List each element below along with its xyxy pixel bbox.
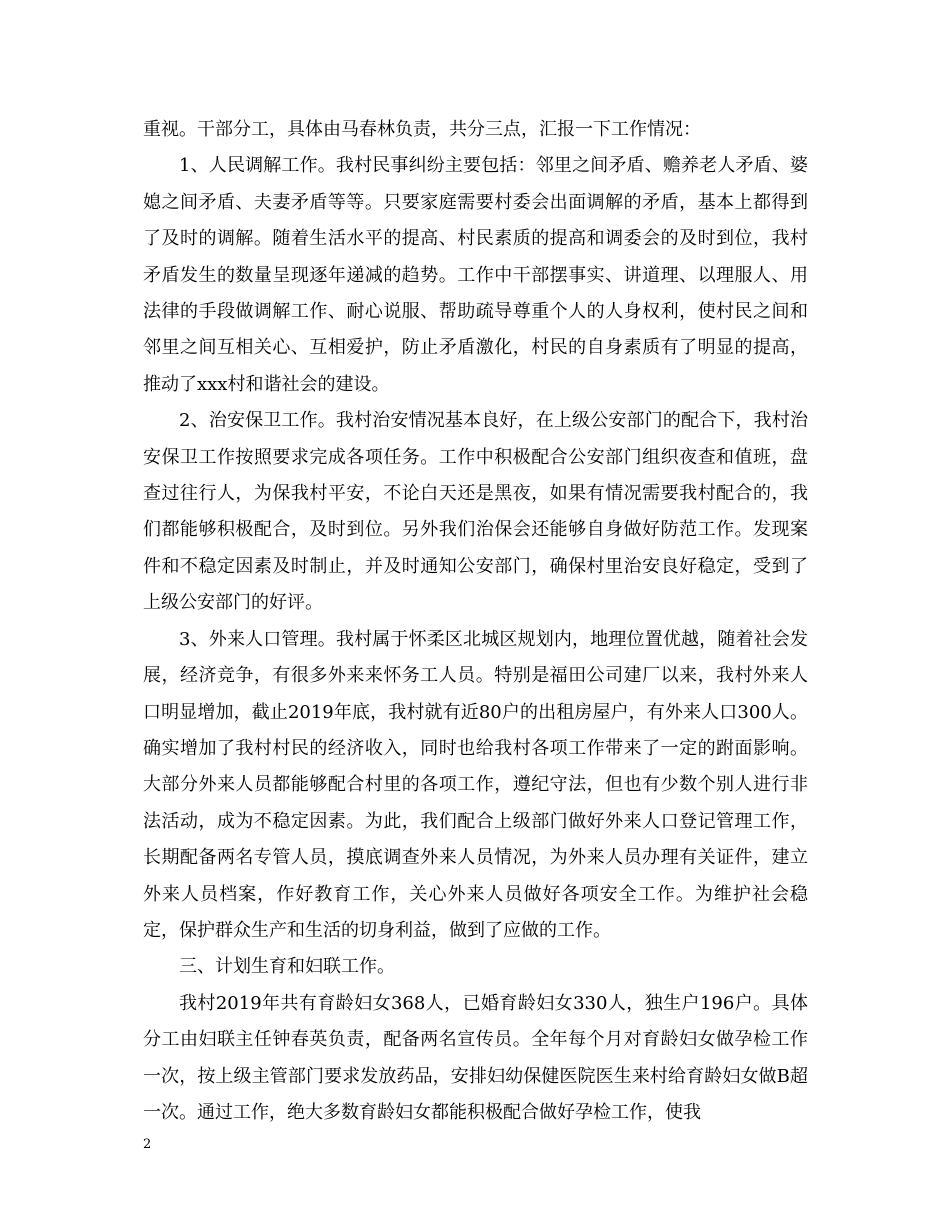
paragraph: 1、人民调解工作。我村民事纠纷主要包括：邻里之间矛盾、赡养老人矛盾、婆媳之间矛盾、夫妻矛盾等等。只要家庭需要村委会出面调解的矛盾，基本上都得到了及时的调解。随着生活水平的提高、村民素质的提高和调委会的及时到位，我村矛盾发生的数量呈现逐年递减的趋势。工作中干部摆事实、讲道理、以理服人、用法律的手段做调解工作、耐心说服、帮助疏导尊重个人的人身权利，使村民之间和邻里之间互相关心、互相爱护，防止矛盾激化，村民的自身素质有了明显的提高，推动了xxx村和谐社会的建设。	[143, 155, 808, 395]
paragraph: 重视。干部分工，具体由马春林负责，共分三点，汇报一下工作情况：	[143, 119, 701, 140]
page-number: 2	[143, 1137, 152, 1152]
body-text	[143, 112, 808, 1131]
section-heading: 三、计划生育和妇联工作。	[179, 956, 395, 978]
paragraph: 我村2019年共有育龄妇女368人，已婚育龄妇女330人，独生户196户。具体分工由妇联主任钟春英负责，配备两名宣传员。全年每个月对育龄妇女做孕检工作一次，按上级主管部门要求发放药品，安排妇幼保健医院医生来村给育龄妇女做B超一次。通过工作，绝大多数育龄妇女都能积极配合做好孕检工作，使我	[143, 992, 808, 1123]
paragraph: 2、治安保卫工作。我村治安情况基本良好，在上级公安部门的配合下，我村治安保卫工作按照要求完成各项任务。工作中积极配合公安部门组织夜查和值班，盘查过往行人，为保我村平安，不论白天还是黑夜，如果有情况需要我村配合的，我们都能够积极配合，及时到位。另外我们治保会还能够自身做好防范工作。发现案件和不稳定因素及时制止，并及时通知公安部门，确保村里治安良好稳定，受到了上级公安部门的好评。	[143, 410, 808, 614]
paragraph: 3、外来人口管理。我村属于怀柔区北城区规划内，地理位置优越，随着社会发展，经济竞争，有很多外来来怀务工人员。特别是福田公司建厂以来，我村外来人口明显增加，截止2019年底，我村就有近80户的出租房屋户，有外来人口300人。确实增加了我村村民的经济收入，同时也给我村各项工作带来了一定的跗面影响。大部分外来人员都能够配合村里的各项工作，遵纪守法，但也有少数个别人进行非法活动，成为不稳定因素。为此，我们配合上级部门做好外来人口登记管理工作，长期配备两名专管人员，摸底调查外来人员情况，为外来人员办理有关证件，建立外来人员档案，作好教育工作，关心外来人员做好各项安全工作。为维护社会稳定，保护群众生产和生活的切身利益，做到了应做的工作。	[143, 628, 808, 941]
